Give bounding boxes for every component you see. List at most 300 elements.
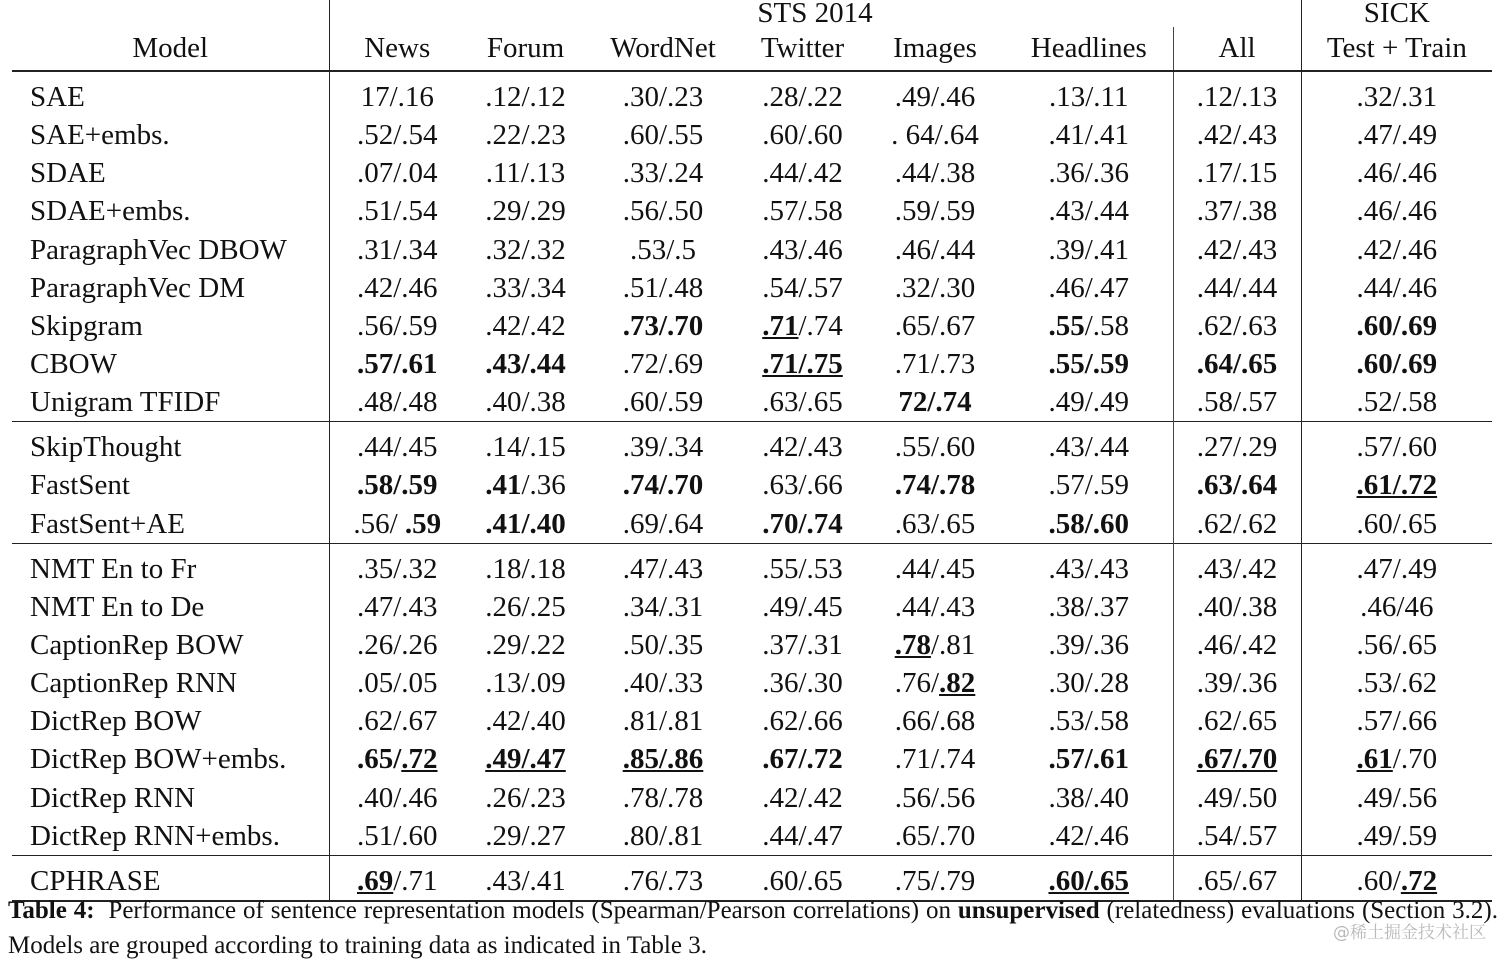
score-cell xyxy=(865,588,1005,626)
score-value: .05/.05 xyxy=(356,667,438,700)
score-value: .18/.18 xyxy=(485,552,566,585)
model-name: FastSent xyxy=(30,469,130,502)
score-value: .65/.67 xyxy=(894,309,976,342)
score-cell xyxy=(1173,817,1301,856)
score-value: 72/.74 xyxy=(898,386,972,419)
score-value: .12/.12 xyxy=(485,81,566,114)
score-cell xyxy=(586,269,740,307)
score-cell xyxy=(465,383,586,422)
score-value: .46/.44 xyxy=(894,233,976,266)
score-cell xyxy=(329,740,465,778)
score-value: .44/.47 xyxy=(762,819,843,852)
model-name: CaptionRep RNN xyxy=(30,667,238,700)
model-name: FastSent+AE xyxy=(30,507,185,540)
score-cell xyxy=(1301,505,1492,544)
score-cell xyxy=(329,192,465,230)
score-cell xyxy=(586,779,740,817)
score-cell xyxy=(586,307,740,345)
score-value: .53/.58 xyxy=(1048,705,1130,738)
col-header-model: Model xyxy=(12,27,329,71)
score-value: .42/.46 xyxy=(356,271,438,304)
score-cell xyxy=(1173,543,1301,588)
score-value: .26/.26 xyxy=(356,629,438,662)
score-value: .54/.57 xyxy=(1196,819,1278,852)
score-value: .46/.46 xyxy=(1356,195,1438,228)
score-cell xyxy=(1301,345,1492,383)
score-cell xyxy=(1301,116,1492,154)
score-value: .43/.42 xyxy=(1196,552,1278,585)
score-cell xyxy=(865,543,1005,588)
score-cell xyxy=(1005,192,1173,230)
score-cell xyxy=(329,588,465,626)
table-row xyxy=(12,626,1492,664)
caption-text-after: (relatedness) evaluations (Section 3.2). Models are grouped according to training data as indicated in Table 3. xyxy=(8,897,1499,959)
score-value: .60/.69 xyxy=(1356,348,1438,381)
score-cell xyxy=(1005,383,1173,422)
score-value: .07/.04 xyxy=(356,157,438,190)
score-cell xyxy=(740,154,865,192)
table-row xyxy=(12,817,1492,856)
score-cell xyxy=(465,543,586,588)
score-cell xyxy=(586,345,740,383)
score-cell xyxy=(1173,626,1301,664)
score-value: .33/.34 xyxy=(485,271,566,304)
score-value: .51/.54 xyxy=(356,195,438,228)
score-cell xyxy=(586,231,740,269)
score-value: .60/.60 xyxy=(762,119,843,152)
score-cell xyxy=(1301,702,1492,740)
score-cell xyxy=(1173,702,1301,740)
score-cell xyxy=(465,192,586,230)
score-value: . 64/.64 xyxy=(891,119,979,152)
score-value: .42/.42 xyxy=(485,309,566,342)
score-cell xyxy=(740,702,865,740)
score-cell xyxy=(329,505,465,544)
score-cell xyxy=(1301,588,1492,626)
score-cell xyxy=(586,422,740,467)
score-value: .29/.29 xyxy=(485,195,566,228)
score-cell xyxy=(740,71,865,116)
score-cell xyxy=(1005,664,1173,702)
col-header-news: News xyxy=(329,27,465,71)
caption-label: Table 4: xyxy=(8,897,95,924)
score-pearson: /.81 xyxy=(930,629,976,662)
model-name: ParagraphVec DBOW xyxy=(30,233,287,266)
score-cell xyxy=(865,779,1005,817)
watermark: @稀土掘金技术社区 xyxy=(1333,923,1486,943)
table-row xyxy=(12,269,1492,307)
score-cell xyxy=(1005,231,1173,269)
score-value: .30/.23 xyxy=(622,81,704,114)
score-value: .65/.70 xyxy=(894,819,976,852)
score-value: .47/.43 xyxy=(622,552,704,585)
score-pearson: .72 xyxy=(1400,864,1438,897)
table-row xyxy=(12,307,1492,345)
score-cell xyxy=(740,740,865,778)
score-value: .72/.69 xyxy=(622,348,704,381)
score-pearson: .59 xyxy=(404,507,442,540)
score-cell xyxy=(1301,740,1492,778)
score-value: .39/.36 xyxy=(1196,667,1278,700)
score-cell xyxy=(1173,466,1301,504)
score-cell xyxy=(465,740,586,778)
col-header-forum: Forum xyxy=(465,27,586,71)
model-name: SAE+embs. xyxy=(30,119,170,152)
score-cell xyxy=(586,383,740,422)
caption-text-before: Performance of sentence representation models (Spearman/Pearson correlations) on xyxy=(108,897,958,924)
score-value: .44/.42 xyxy=(762,157,843,190)
score-value: .13/.09 xyxy=(485,667,566,700)
score-value: .62/.67 xyxy=(356,705,438,738)
score-value: .61/.72 xyxy=(1356,469,1438,502)
model-name: DictRep RNN+embs. xyxy=(30,819,280,852)
score-value: .73/.70 xyxy=(622,309,704,342)
score-cell xyxy=(329,543,465,588)
score-value: .56/.56 xyxy=(894,781,976,814)
col-header-twitter: Twitter xyxy=(740,27,865,71)
score-cell xyxy=(329,702,465,740)
score-value: .28/.22 xyxy=(762,81,843,114)
score-spearman: .65/ xyxy=(356,743,402,776)
score-cell xyxy=(465,626,586,664)
score-cell xyxy=(740,664,865,702)
score-cell xyxy=(586,192,740,230)
score-value: .43/.43 xyxy=(1048,552,1130,585)
score-cell xyxy=(465,422,586,467)
score-cell xyxy=(740,505,865,544)
score-value: .70/.74 xyxy=(762,507,843,540)
score-cell xyxy=(1173,192,1301,230)
score-cell xyxy=(740,307,865,345)
table-row xyxy=(12,779,1492,817)
score-value: .42/.43 xyxy=(762,431,843,464)
table-row xyxy=(12,345,1492,383)
model-name: SDAE+embs. xyxy=(30,195,191,228)
score-value: .34/.31 xyxy=(622,590,704,623)
score-cell xyxy=(465,307,586,345)
score-value: .36/.36 xyxy=(1048,157,1130,190)
score-value: .51/.60 xyxy=(356,819,438,852)
score-value: .57/.58 xyxy=(762,195,843,228)
score-value: .66/.68 xyxy=(894,705,976,738)
score-cell xyxy=(1173,505,1301,544)
score-pearson: .82 xyxy=(939,667,976,700)
score-cell xyxy=(1173,71,1301,116)
score-value: .36/.30 xyxy=(762,667,843,700)
score-value: .43/.44 xyxy=(485,348,566,381)
table-row xyxy=(12,505,1492,544)
score-value: .46/.47 xyxy=(1048,271,1130,304)
score-cell xyxy=(1301,307,1492,345)
score-cell xyxy=(865,817,1005,856)
score-cell xyxy=(1301,192,1492,230)
model-name: CPHRASE xyxy=(12,855,329,900)
model-name: CBOW xyxy=(30,348,117,381)
score-value: .49/.49 xyxy=(1048,386,1130,419)
score-value: .43/.46 xyxy=(762,233,843,266)
score-value: .53/.5 xyxy=(629,233,697,266)
col-header-headlines: Headlines xyxy=(1005,27,1173,71)
score-cell xyxy=(740,588,865,626)
score-value: .44/.45 xyxy=(894,552,976,585)
score-cell xyxy=(586,740,740,778)
score-cell xyxy=(329,71,465,116)
model-group-header xyxy=(12,0,329,27)
score-cell xyxy=(740,192,865,230)
score-value: .42/.40 xyxy=(485,705,566,738)
model-name: NMT En to Fr xyxy=(12,543,329,588)
score-value: .55/.60 xyxy=(894,431,976,464)
score-value: .40/.38 xyxy=(1196,590,1278,623)
score-value: .42/.46 xyxy=(1356,233,1438,266)
score-cell xyxy=(740,422,865,467)
score-value: .60/.65 xyxy=(1356,507,1438,540)
score-cell xyxy=(1301,817,1492,856)
score-cell xyxy=(329,231,465,269)
col-header-all: All xyxy=(1173,27,1301,71)
score-value: .67/.72 xyxy=(762,743,843,776)
score-pearson: .72 xyxy=(401,743,438,776)
score-value: .71/.75 xyxy=(762,348,843,381)
table-row xyxy=(12,740,1492,778)
score-value: .59/.59 xyxy=(894,195,976,228)
score-cell xyxy=(1301,269,1492,307)
score-cell xyxy=(465,505,586,544)
score-value: .47/.43 xyxy=(356,590,438,623)
score-cell xyxy=(740,383,865,422)
model-name: NMT En to De xyxy=(30,590,205,623)
score-value: .29/.27 xyxy=(485,819,566,852)
score-pearson: /.74 xyxy=(798,309,843,342)
score-value: .49/.45 xyxy=(762,590,843,623)
score-cell xyxy=(740,231,865,269)
model-name: SDAE xyxy=(30,157,106,190)
score-value: .53/.62 xyxy=(1356,667,1438,700)
score-cell xyxy=(1005,345,1173,383)
score-value: .55/.53 xyxy=(762,552,843,585)
score-value: .57/.61 xyxy=(356,348,438,381)
score-value: .58/.59 xyxy=(356,469,438,502)
score-value: .39/.36 xyxy=(1048,629,1130,662)
score-spearman: .69 xyxy=(356,864,394,897)
score-value: .60/.65 xyxy=(1048,864,1130,897)
score-pearson: /.58 xyxy=(1084,309,1130,342)
table-body xyxy=(12,71,1492,900)
score-value: .63/.65 xyxy=(762,386,843,419)
score-cell xyxy=(1301,779,1492,817)
score-value: .17/.15 xyxy=(1196,157,1278,190)
score-cell xyxy=(865,702,1005,740)
table-row xyxy=(12,116,1492,154)
model-name: CaptionRep BOW xyxy=(30,629,244,662)
score-cell xyxy=(1301,422,1492,467)
table-row xyxy=(12,422,1492,467)
table-row xyxy=(12,588,1492,626)
score-cell xyxy=(586,505,740,544)
score-cell xyxy=(740,543,865,588)
score-cell xyxy=(1173,383,1301,422)
score-value: .42/.43 xyxy=(1196,119,1278,152)
score-cell xyxy=(740,345,865,383)
score-value: .11/.13 xyxy=(485,157,566,190)
score-value: .71/.74 xyxy=(894,743,976,776)
score-cell xyxy=(865,192,1005,230)
score-cell xyxy=(865,345,1005,383)
score-cell xyxy=(329,345,465,383)
score-cell xyxy=(465,345,586,383)
score-cell xyxy=(465,466,586,504)
score-value: .37/.31 xyxy=(762,629,843,662)
score-value: 17/.16 xyxy=(360,81,434,114)
score-value: .57/.66 xyxy=(1356,705,1438,738)
score-cell xyxy=(740,817,865,856)
score-cell xyxy=(586,154,740,192)
score-value: .43/.44 xyxy=(1048,431,1130,464)
score-cell xyxy=(1005,466,1173,504)
sts-2014-header: STS 2014 xyxy=(329,0,1301,27)
score-value: .57/.59 xyxy=(1048,469,1130,502)
score-value: .49/.59 xyxy=(1356,819,1438,852)
score-value: .81/.81 xyxy=(622,705,704,738)
score-value: .41/.41 xyxy=(1048,119,1130,152)
score-cell xyxy=(1301,626,1492,664)
score-cell xyxy=(329,779,465,817)
score-value: .62/.62 xyxy=(1196,507,1278,540)
score-value: .12/.13 xyxy=(1196,81,1278,114)
score-value: .60/.69 xyxy=(1356,309,1438,342)
model-name: SkipThought xyxy=(12,422,329,467)
score-cell xyxy=(465,817,586,856)
score-cell xyxy=(586,626,740,664)
score-value: .80/.81 xyxy=(622,819,704,852)
score-cell xyxy=(865,466,1005,504)
score-value: .63/.65 xyxy=(894,507,976,540)
table-row xyxy=(12,702,1492,740)
score-value: .46/.42 xyxy=(1196,629,1278,662)
score-value: .63/.66 xyxy=(762,469,843,502)
score-cell xyxy=(586,116,740,154)
score-cell xyxy=(1173,422,1301,467)
score-pearson: /.70 xyxy=(1392,743,1438,776)
score-cell xyxy=(1005,588,1173,626)
score-value: .47/.49 xyxy=(1356,552,1438,585)
score-value: .26/.23 xyxy=(485,781,566,814)
score-cell xyxy=(465,116,586,154)
score-cell xyxy=(329,307,465,345)
model-name: Unigram TFIDF xyxy=(30,386,221,419)
col-header-test-train: Test + Train xyxy=(1301,27,1492,71)
score-value: .40/.33 xyxy=(622,667,704,700)
score-cell xyxy=(1005,269,1173,307)
score-value: .60/.65 xyxy=(762,864,843,897)
score-cell xyxy=(465,71,586,116)
score-cell xyxy=(740,626,865,664)
score-cell xyxy=(329,154,465,192)
score-cell xyxy=(1005,740,1173,778)
score-cell xyxy=(1301,71,1492,116)
caption-emphasis: unsupervised xyxy=(957,897,1100,924)
model-name: DictRep BOW+embs. xyxy=(30,743,287,776)
score-cell xyxy=(865,116,1005,154)
score-cell xyxy=(465,154,586,192)
score-value: .22/.23 xyxy=(485,119,566,152)
model-name: ParagraphVec DM xyxy=(30,271,246,304)
score-value: .32/.31 xyxy=(1356,81,1438,114)
score-value: .43/.44 xyxy=(1048,195,1130,228)
score-value: .56/.59 xyxy=(356,309,438,342)
score-cell xyxy=(1005,702,1173,740)
score-cell xyxy=(329,466,465,504)
score-cell xyxy=(865,740,1005,778)
score-value: .54/.57 xyxy=(762,271,843,304)
table-row xyxy=(12,383,1492,422)
col-header-wordnet: WordNet xyxy=(586,27,740,71)
score-cell xyxy=(586,702,740,740)
score-value: .62/.65 xyxy=(1196,705,1278,738)
score-cell xyxy=(865,626,1005,664)
score-cell xyxy=(1005,505,1173,544)
score-value: .62/.63 xyxy=(1196,309,1278,342)
score-pearson: /.36 xyxy=(521,469,566,502)
score-value: .26/.25 xyxy=(485,590,566,623)
score-value: .56/.50 xyxy=(622,195,704,228)
score-cell xyxy=(1173,779,1301,817)
score-value: .46/.46 xyxy=(1356,157,1438,190)
score-value: .55/.59 xyxy=(1048,348,1130,381)
score-cell xyxy=(1173,269,1301,307)
table-caption xyxy=(8,893,1498,963)
score-value: .35/.32 xyxy=(356,552,438,585)
score-cell xyxy=(465,231,586,269)
score-cell xyxy=(865,383,1005,422)
score-cell xyxy=(465,702,586,740)
model-name: SAE xyxy=(30,81,85,114)
score-value: .49/.46 xyxy=(894,81,976,114)
score-value: .32/.30 xyxy=(894,271,976,304)
score-cell xyxy=(865,269,1005,307)
score-value: .31/.34 xyxy=(356,233,438,266)
score-cell xyxy=(1005,154,1173,192)
score-value: .64/.65 xyxy=(1196,348,1278,381)
score-cell xyxy=(465,664,586,702)
score-value: .44/.43 xyxy=(894,590,976,623)
score-spearman: .60/ xyxy=(1356,864,1401,897)
table-row xyxy=(12,466,1492,504)
score-cell xyxy=(586,543,740,588)
score-value: .78/.78 xyxy=(622,781,704,814)
score-value: .40/.38 xyxy=(485,386,566,419)
score-spearman: .55 xyxy=(1048,309,1085,342)
score-cell xyxy=(1301,231,1492,269)
score-cell xyxy=(586,588,740,626)
score-cell xyxy=(1005,422,1173,467)
score-cell xyxy=(465,269,586,307)
score-cell xyxy=(740,116,865,154)
score-cell xyxy=(1301,543,1492,588)
score-value: .58/.57 xyxy=(1196,386,1278,419)
score-cell xyxy=(1005,779,1173,817)
score-value: .60/.59 xyxy=(622,386,704,419)
score-value: .44/.45 xyxy=(356,431,438,464)
score-cell xyxy=(1301,664,1492,702)
score-cell xyxy=(865,307,1005,345)
model-name: Skipgram xyxy=(30,309,143,342)
score-spearman: .56/ xyxy=(353,507,405,540)
score-pearson: /.71 xyxy=(393,864,438,897)
score-spearman: .76/ xyxy=(894,667,940,700)
score-value: .39/.41 xyxy=(1048,233,1130,266)
score-value: .76/.73 xyxy=(622,864,704,897)
